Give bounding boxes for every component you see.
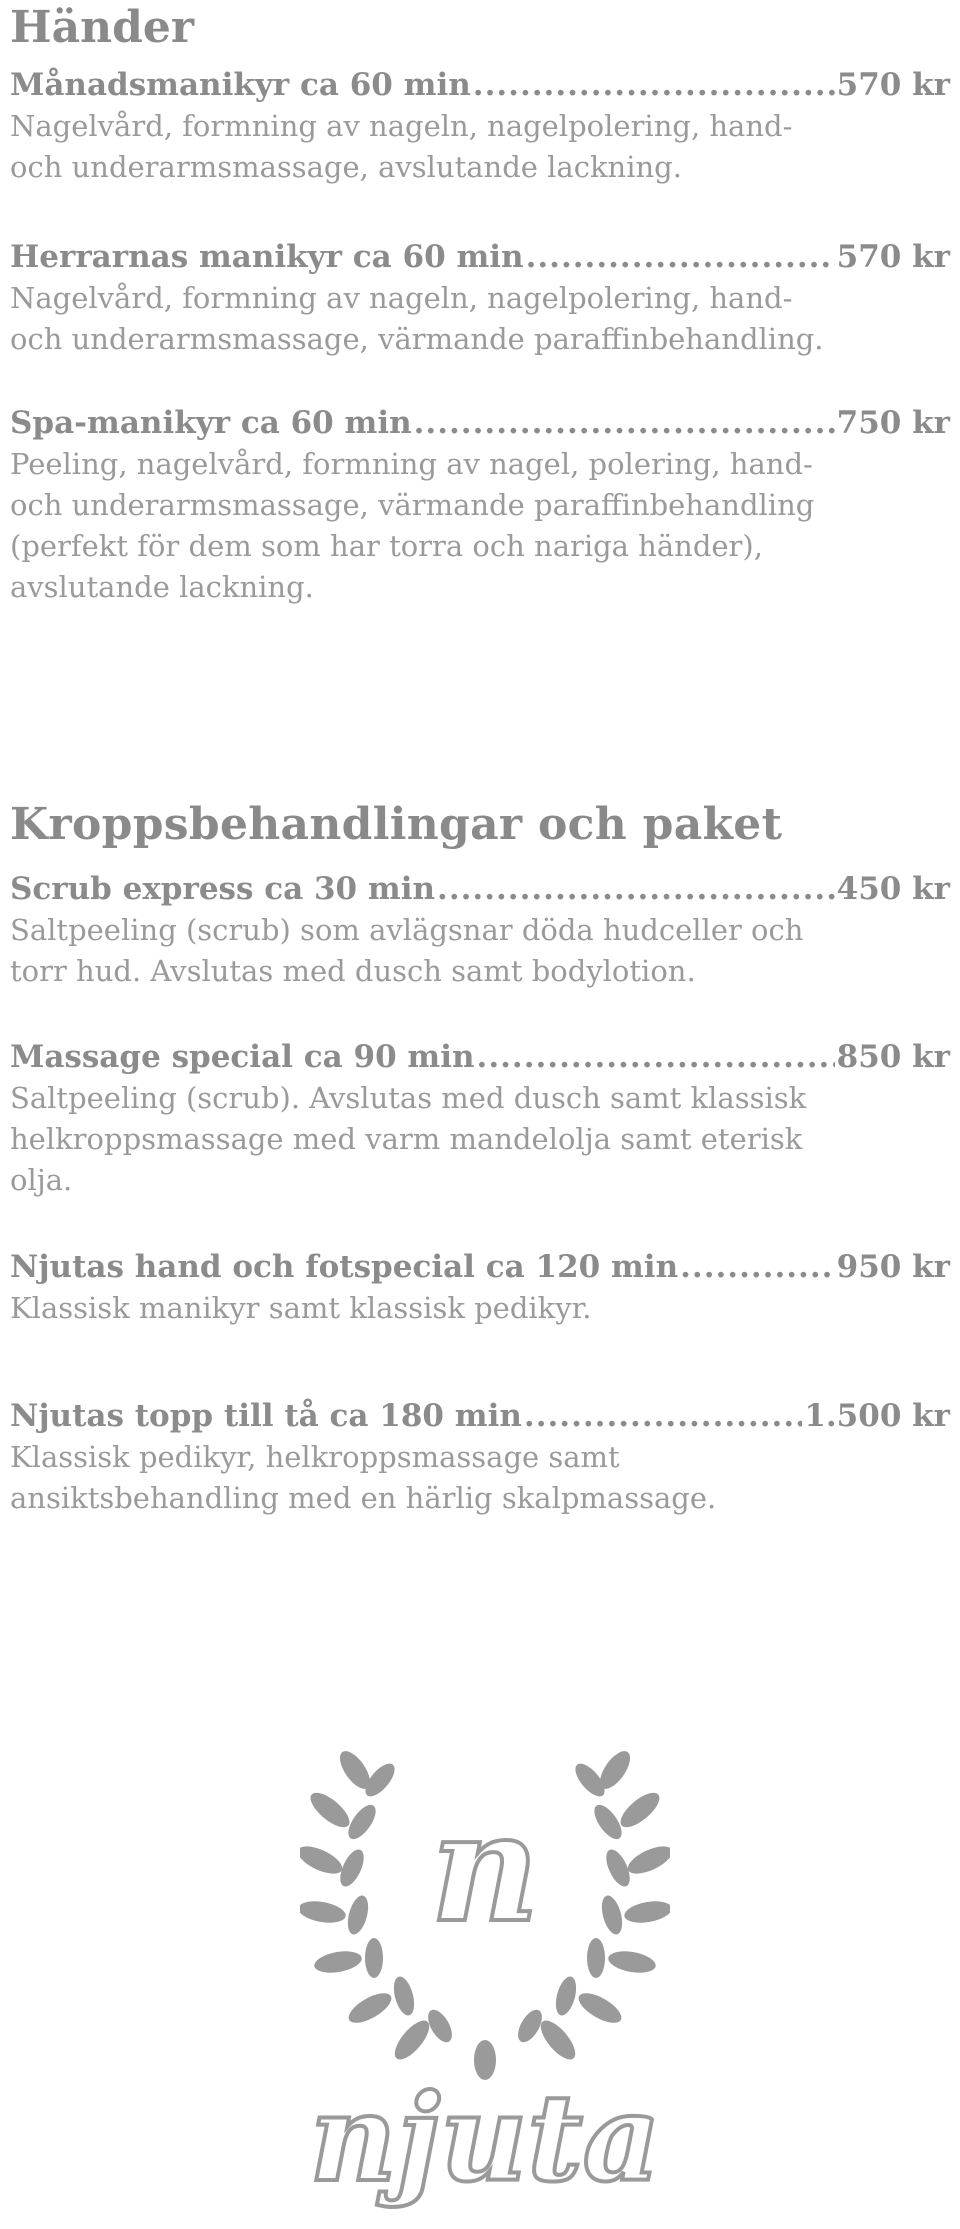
treatment-description: Klassisk pedikyr, helkroppsmassage samt ansiktsbehandling med en härlig skalpmassage. bbox=[10, 1440, 717, 1515]
treatment-description: Saltpeeling (scrub). Avslutas med dusch samt klassisk helkroppsmassage med varm mandelolja samt eterisk olja. bbox=[10, 1081, 807, 1197]
treatment-description: Nagelvård, formning av nageln, nagelpolering, hand- och underarmsmassage, avslutande lackning. bbox=[10, 109, 793, 184]
treatment-name: Månadsmanikyr ca 60 min bbox=[10, 67, 471, 103]
dot-leader bbox=[526, 236, 835, 278]
treatment-price: 950 kr bbox=[836, 1249, 950, 1285]
treatment-name: Herrarnas manikyr ca 60 min bbox=[10, 239, 524, 275]
treatment-line bbox=[10, 1246, 950, 1288]
treatment-name: Spa-manikyr ca 60 min bbox=[10, 405, 412, 441]
treatment-price: 850 kr bbox=[836, 1039, 950, 1075]
treatment-line bbox=[10, 1036, 950, 1078]
treatment-description: Klassisk manikyr samt klassisk pedikyr. bbox=[10, 1291, 592, 1325]
treatment-price: 1.500 kr bbox=[804, 1398, 950, 1434]
treatment-price: 570 kr bbox=[836, 239, 950, 275]
monogram-n: n bbox=[430, 1780, 540, 1956]
treatment-item bbox=[10, 402, 950, 608]
treatment-line bbox=[10, 236, 950, 278]
treatment-description: Peeling, nagelvård, formning av nagel, polering, hand- och underarmsmassage, värmande paraffinbehandling (perfekt för dem som har torra och nariga händer), avslutande lackning. bbox=[10, 447, 815, 604]
treatment-name: Njutas hand och fotspecial ca 120 min bbox=[10, 1249, 679, 1285]
treatment-line bbox=[10, 64, 950, 106]
dot-leader bbox=[680, 1246, 835, 1288]
treatment-line bbox=[10, 402, 950, 444]
laurel-wreath-icon bbox=[300, 1740, 670, 2210]
wordmark-njuta: njuta bbox=[309, 2068, 661, 2209]
treatment-name: Massage special ca 90 min bbox=[10, 1039, 475, 1075]
treatment-item bbox=[10, 1036, 950, 1201]
treatment-price: 570 kr bbox=[836, 67, 950, 103]
treatment-item bbox=[10, 64, 950, 188]
treatment-line bbox=[10, 868, 950, 910]
treatment-item bbox=[10, 868, 950, 992]
treatment-price: 450 kr bbox=[836, 871, 950, 907]
treatment-price: 750 kr bbox=[836, 405, 950, 441]
dot-leader bbox=[414, 402, 835, 444]
dot-leader bbox=[524, 1395, 802, 1437]
dot-leader bbox=[473, 64, 835, 106]
dot-leader bbox=[477, 1036, 835, 1078]
dot-leader bbox=[437, 868, 835, 910]
treatment-name: Scrub express ca 30 min bbox=[10, 871, 436, 907]
treatment-description: Saltpeeling (scrub) som avlägsnar döda hudceller och torr hud. Avslutas med dusch samt bodylotion. bbox=[10, 913, 804, 988]
treatment-description: Nagelvård, formning av nageln, nagelpolering, hand- och underarmsmassage, värmande paraffinbehandling. bbox=[10, 281, 824, 356]
treatment-name: Njutas topp till tå ca 180 min bbox=[10, 1398, 522, 1434]
section-heading-hander: Händer bbox=[10, 2, 195, 53]
treatment-item bbox=[10, 1246, 950, 1329]
treatment-line bbox=[10, 1395, 950, 1437]
treatment-item bbox=[10, 236, 950, 360]
section-heading-kroppsbehandlingar: Kroppsbehandlingar och paket bbox=[10, 799, 783, 850]
njuta-logo bbox=[300, 1740, 670, 2210]
treatment-item bbox=[10, 1395, 950, 1519]
